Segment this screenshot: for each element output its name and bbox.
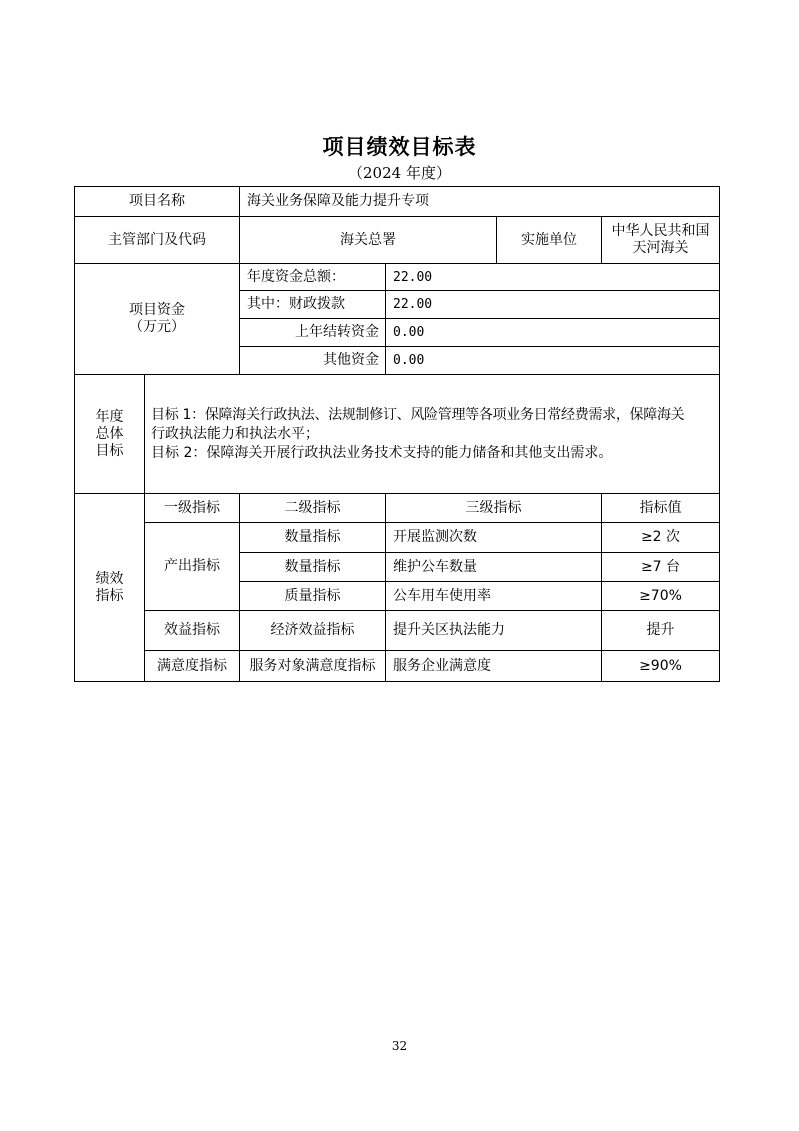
goal-line: 目标 1：保障海关行政执法、法规制修订、风险管理等各项业务日常经费需求，保障海关 xyxy=(151,407,685,423)
funds-row-label: 上年结转资金 xyxy=(295,324,379,340)
funds-row-value: 22.00 xyxy=(393,269,433,285)
goals-text xyxy=(151,406,717,463)
unit-label: 实施单位 xyxy=(521,231,577,248)
indicator-level1: 效益指标 xyxy=(164,622,220,638)
funds-label xyxy=(75,264,239,374)
funds-row-value: 22.00 xyxy=(393,297,433,312)
indicator-value: ≥7 台 xyxy=(640,558,681,575)
project-name-label: 项目名称 xyxy=(129,193,185,209)
goals-label-line3: 目标 xyxy=(95,442,124,459)
indicator-value: ≥90% xyxy=(639,657,682,674)
indicator-level3: 提升关区执法能力 xyxy=(393,622,505,638)
dept-value: 海关总署 xyxy=(340,231,396,248)
dept-label: 主管部门及代码 xyxy=(108,231,206,248)
indicator-level2: 质量指标 xyxy=(284,587,341,604)
indicator-level3: 服务企业满意度 xyxy=(393,657,491,674)
header-level2: 二级指标 xyxy=(284,499,341,516)
indicator-value: ≥70% xyxy=(639,587,682,604)
funds-row-label: 年度资金总额： xyxy=(247,268,345,285)
indicator-level3: 维护公车数量 xyxy=(393,558,477,575)
indicator-level1: 满意度指标 xyxy=(157,657,227,674)
performance-label-line1: 绩效 xyxy=(95,570,124,587)
table-border-right xyxy=(719,186,720,682)
funds-label-line2: （万元） xyxy=(129,319,185,335)
funds-row-label: 其中：财政拨款 xyxy=(247,296,345,312)
indicator-level3: 公车用车使用率 xyxy=(393,587,491,604)
performance-label-line2: 指标 xyxy=(95,587,124,604)
header-level1: 一级指标 xyxy=(164,499,220,516)
indicator-value: ≥2 次 xyxy=(640,529,681,545)
goals-label-line2: 总体 xyxy=(95,425,124,442)
unit-value-line2: 天河海关 xyxy=(632,240,689,256)
row-divider xyxy=(74,374,720,375)
output-indicator-label: 产出指标 xyxy=(164,558,220,574)
project-name-value: 海关业务保障及能力提升专项 xyxy=(247,193,429,209)
indicator-level2: 经济效益指标 xyxy=(270,622,355,638)
table-border-bottom xyxy=(74,681,720,682)
indicator-level3: 开展监测次数 xyxy=(393,529,477,545)
goals-label xyxy=(75,375,144,493)
indicator-level2: 服务对象满意度指标 xyxy=(249,657,376,674)
indicator-level2: 数量指标 xyxy=(284,529,341,545)
funds-label-line1: 项目资金 xyxy=(129,302,185,318)
indicator-value: 提升 xyxy=(646,622,675,638)
unit-value xyxy=(602,217,719,263)
performance-label xyxy=(75,494,144,681)
funds-row-value: 0.00 xyxy=(393,353,425,368)
performance-goal-table xyxy=(74,186,720,682)
header-value: 指标值 xyxy=(639,499,682,516)
goal-line: 行政执法能力和执法水平； xyxy=(151,426,319,442)
goal-line: 目标 2：保障海关开展行政执法业务技术支持的能力储备和其他支出需求。 xyxy=(151,445,613,461)
funds-row-label: 其他资金 xyxy=(323,352,379,368)
goals-label-line1: 年度 xyxy=(95,408,124,425)
header-level3: 三级指标 xyxy=(465,499,522,516)
unit-value-line1: 中华人民共和国 xyxy=(611,223,710,239)
funds-row-value: 0.00 xyxy=(393,325,425,340)
page-subtitle: （2024 年度） xyxy=(348,164,451,182)
page-number: 32 xyxy=(391,1039,408,1053)
page-title: 项目绩效目标表 xyxy=(322,135,477,159)
indicator-level2: 数量指标 xyxy=(284,558,341,575)
